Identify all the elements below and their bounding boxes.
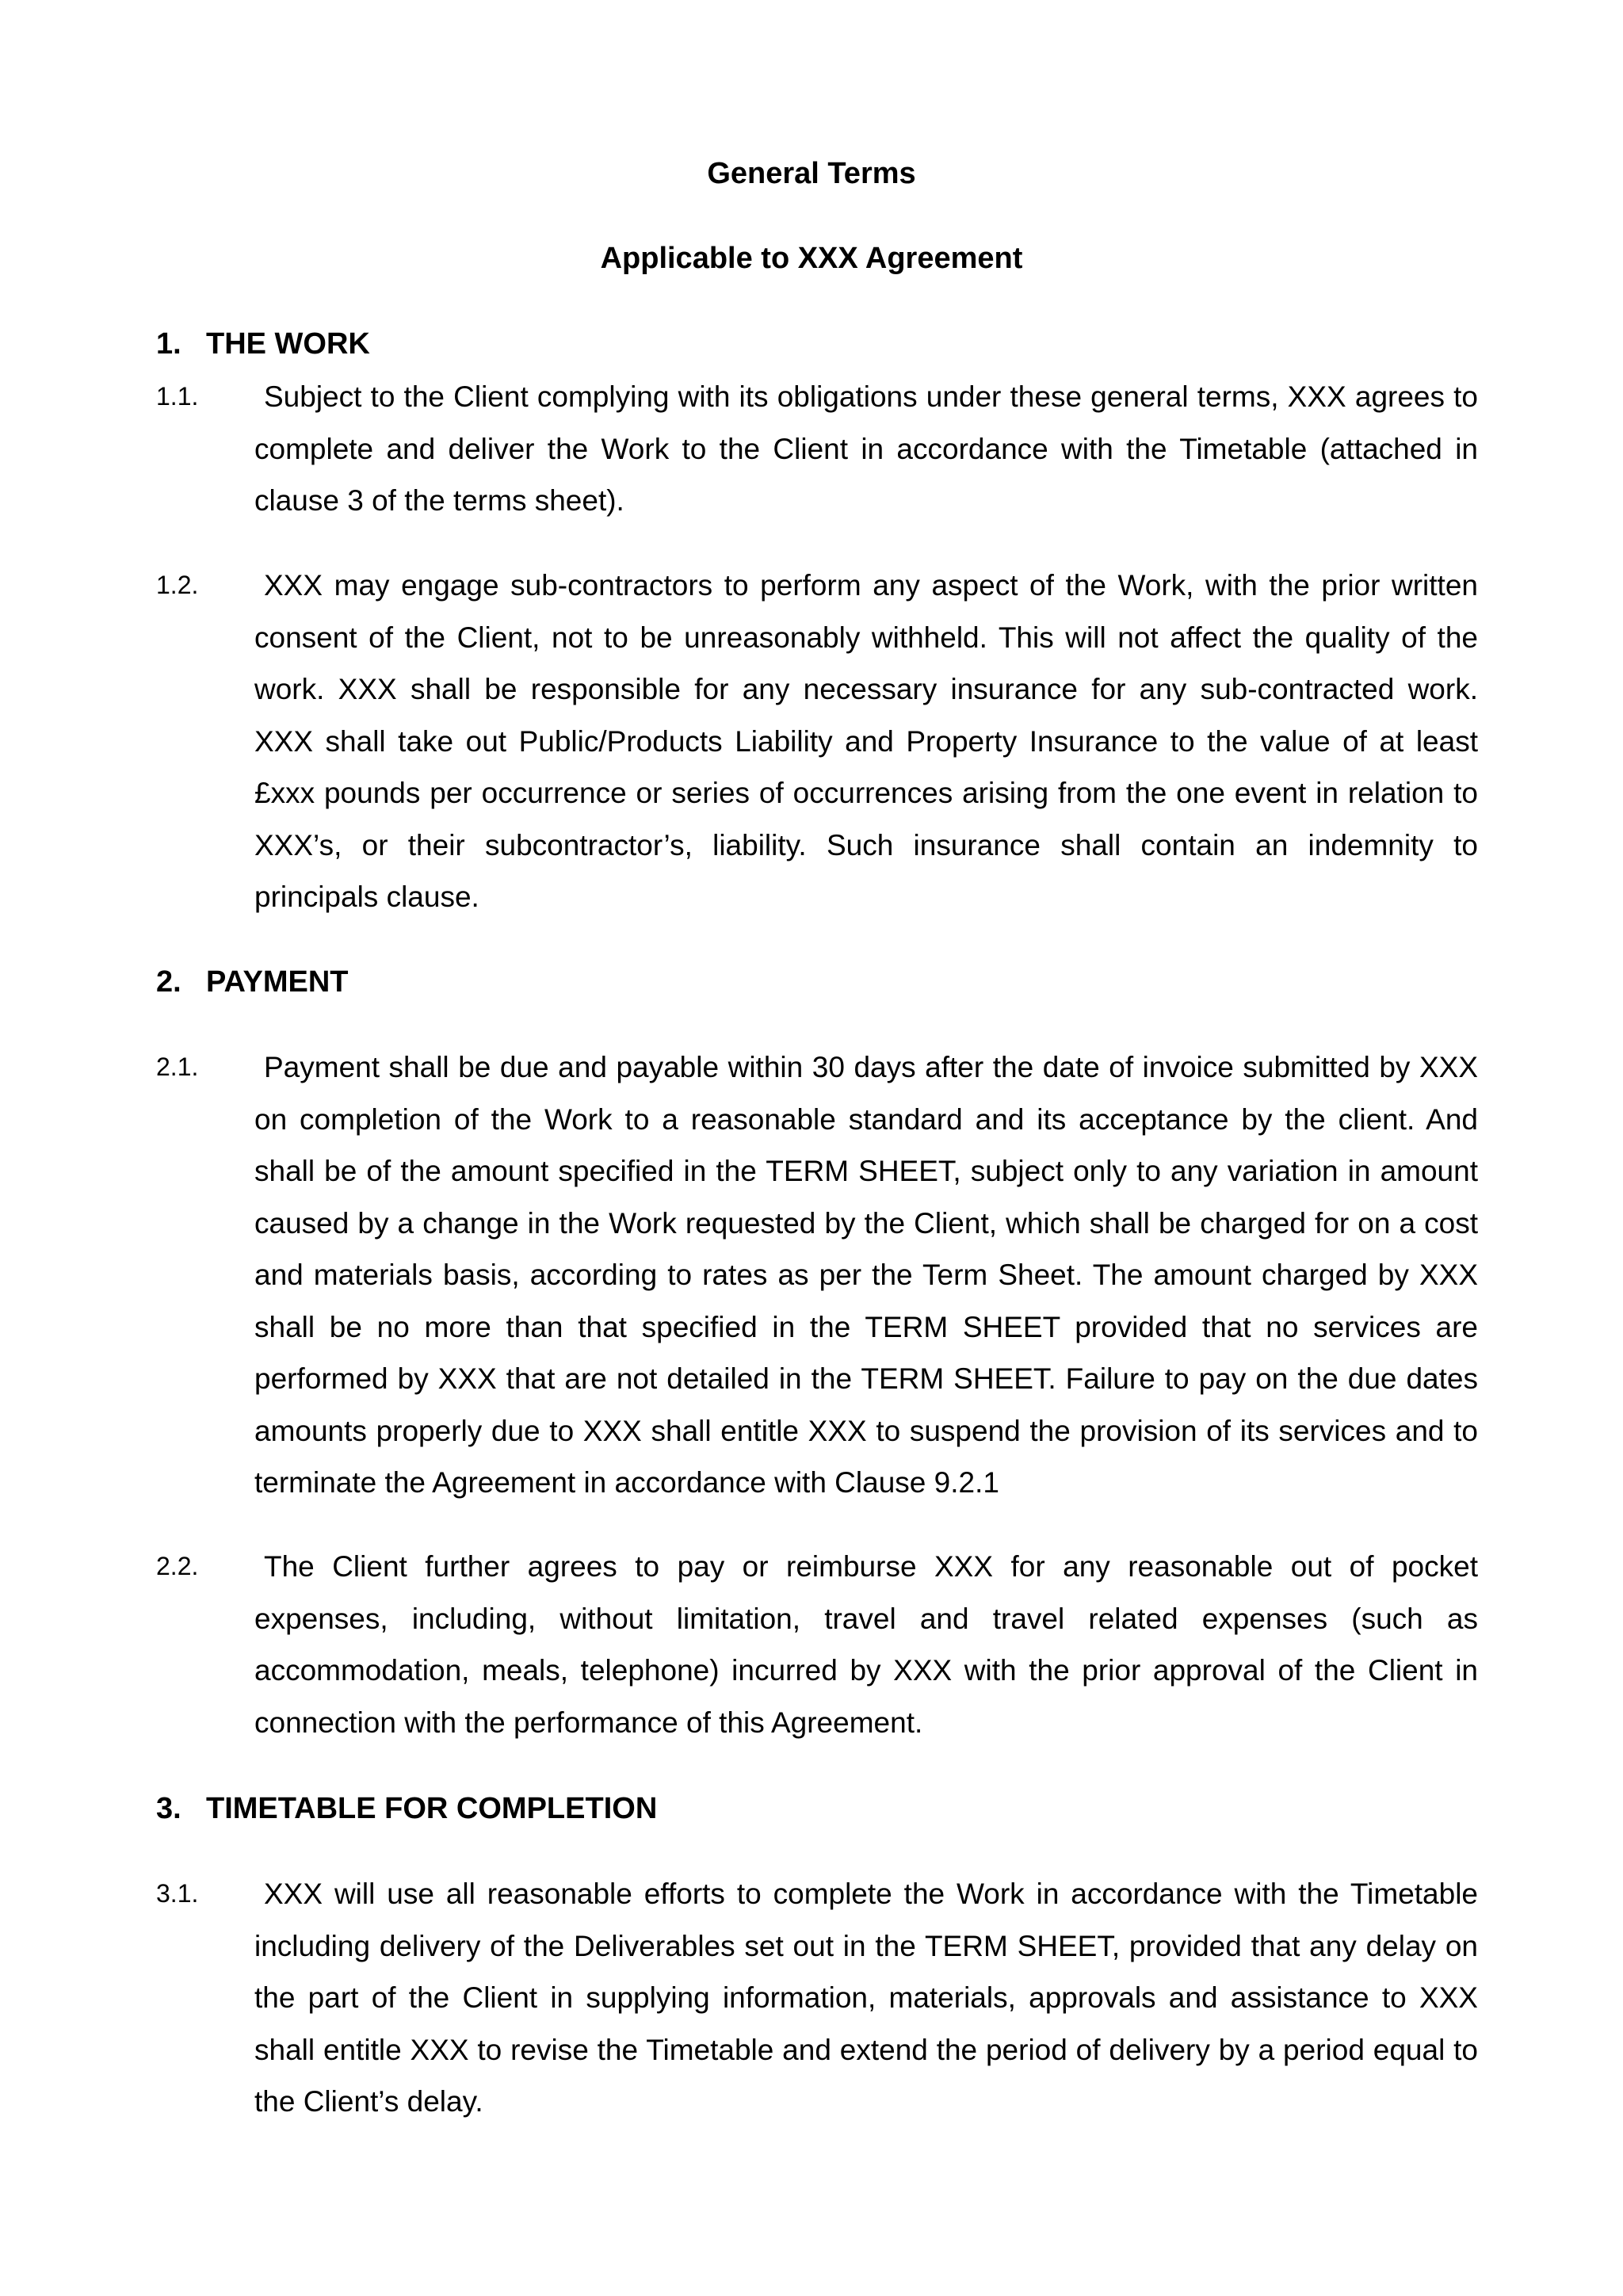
clause-number: 1.2.: [156, 571, 199, 599]
section-title: PAYMENT: [206, 965, 349, 999]
clause-text: XXX may engage sub-contractors to perform any aspect of the Work, with the prior written consent of the Client, not to be unreasonably withheld. This will not affect the quality of the work. XXX shall be responsible for any necessary insurance for any sub-contracted work. XXX shall take out Public/Products Liability and Property Insurance to the value of at least £xxx pounds per occurrence or series of occurrences arising from the one event in relation to XXX’s, or their subcontractor’s, liability. Such insurance shall contain an indemnity to principals clause.: [254, 569, 1478, 913]
clause-text: Subject to the Client complying with its obligations under these general terms, XXX agrees to complete and deliver the Work to the Client in accordance with the Timetable (attached in clause 3 of the terms sheet).: [254, 380, 1478, 517]
section-heading-payment: [156, 964, 348, 1000]
clause-number: 2.1.: [156, 1052, 199, 1081]
section-heading-the-work: [156, 326, 370, 362]
section-title: TIMETABLE FOR COMPLETION: [206, 1792, 658, 1825]
section-number: 1.: [156, 327, 181, 361]
clause-2-2: [156, 1541, 1478, 1748]
clause-number: 1.1.: [156, 382, 199, 411]
clause-number: 2.2.: [156, 1552, 199, 1580]
clause-2-1: [156, 1041, 1478, 1509]
clause-1-2: [156, 560, 1478, 923]
section-number: 3.: [156, 1792, 181, 1825]
clause-text: Payment shall be due and payable within 30 days after the date of invoice submitted by XXX on completion of the Work to a reasonable standard and its acceptance by the client. And shall be of the amount specified in the TERM SHEET, subject only to any variation in amount caused by a change in the Work requested by the Client, which shall be charged for on a cost and materials basis, according to rates as per the Term Sheet. The amount charged by XXX shall be no more than that specified in the TERM SHEET provided that no services are performed by XXX that are not detailed in the TERM SHEET. Failure to pay on the due dates amounts properly due to XXX shall entitle XXX to suspend the provision of its services and to terminate the Agreement in accordance with Clause 9.2.1: [254, 1051, 1478, 1499]
clause-text: XXX will use all reasonable efforts to complete the Work in accordance with the Timetable including delivery of the Deliverables set out in the TERM SHEET, provided that any delay on the part of the Client in supplying information, materials, approvals and assistance to XXX shall entitle XXX to revise the Timetable and extend the period of delivery by a period equal to the Client’s delay.: [254, 1878, 1478, 2118]
section-title: THE WORK: [206, 327, 370, 361]
section-heading-timetable: [156, 1790, 657, 1827]
section-number: 2.: [156, 965, 181, 999]
clause-number: 3.1.: [156, 1879, 199, 1908]
clause-3-1: [156, 1868, 1478, 2128]
document-title: General Terms: [707, 157, 916, 190]
document-subtitle: Applicable to XXX Agreement: [600, 242, 1023, 275]
clause-1-1: [156, 371, 1478, 527]
clause-text: The Client further agrees to pay or reimburse XXX for any reasonable out of pocket expenses, including, without limitation, travel and travel related expenses (such as accommodation, meals, telephone) incurred by XXX with the prior approval of the Client in connection with the performance of this Agreement.: [254, 1550, 1478, 1739]
